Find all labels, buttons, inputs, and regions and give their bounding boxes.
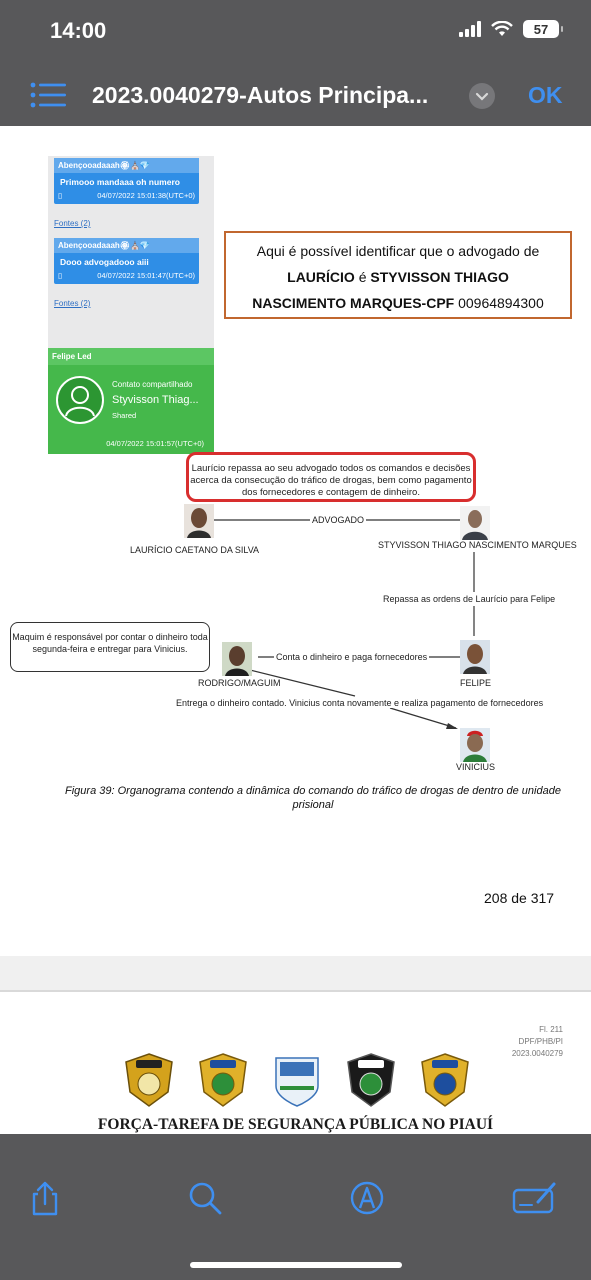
page-stamp: [512, 1024, 563, 1060]
person-photo-icon: [460, 506, 490, 540]
document-page-next: [0, 990, 591, 1134]
contact-avatar-icon: [56, 376, 104, 424]
stamp-line: Fl. 211: [539, 1025, 563, 1034]
chat-sender: Felipe Led: [48, 348, 214, 365]
person-label: LAURÍCIO CAETANO DA SILVA: [130, 545, 260, 555]
contact-name: Styvisson Thiag...: [112, 394, 199, 406]
callout-name: STYVISSON THIAGO: [370, 269, 509, 285]
page-gap: [0, 956, 591, 990]
chat-timestamp: 04/07/2022 15:01:57(UTC+0): [106, 439, 204, 448]
status-time: 14:00: [50, 18, 107, 43]
status-icons: [459, 20, 559, 38]
bottom-toolbar: [0, 1134, 591, 1280]
person-photo-icon: [460, 728, 490, 762]
chat-sender: Abençooadaaah🏵⛪💎: [54, 158, 199, 173]
policia-rodoviaria-badge-icon: [418, 1052, 472, 1108]
wifi-icon: [491, 21, 513, 37]
chat-message: Dooo advogadooo aiii: [60, 257, 149, 267]
title-menu-button[interactable]: [469, 83, 495, 109]
note-red-box: Laurício repassa ao seu advogado todos os comandos e decisões acerca da consecução do tráfico de drogas, bem como pagamento dos fornecedores e contagem de dinheiro.: [186, 452, 476, 502]
document-title[interactable]: 2023.0040279-Autos Principa...: [92, 82, 429, 108]
link-label: ADVOGADO: [312, 515, 365, 525]
person-label: STYVISSON THIAGO NASCIMENTO MARQUES: [378, 540, 577, 550]
chat-message: Primooo mandaaa oh numero: [60, 177, 180, 187]
stamp-line: 2023.0040279: [511, 1049, 563, 1058]
callout-text: é: [354, 269, 371, 285]
policia-federal-badge-icon: [196, 1052, 250, 1108]
contact-shared: Shared: [112, 411, 137, 420]
fontes-link: Fontes (2): [54, 299, 91, 308]
chat-timestamp: 04/07/2022 15:01:38(UTC+0): [97, 191, 195, 200]
search-icon[interactable]: [188, 1180, 222, 1216]
chat-timestamp: 04/07/2022 15:01:47(UTC+0): [97, 271, 195, 280]
phone-icon: ▯: [58, 271, 63, 280]
shared-contact-bubble: [48, 348, 214, 454]
person-photo-icon: [222, 642, 252, 676]
callout-name: NASCIMENTO MARQUES-CPF: [252, 295, 455, 311]
person-photo-icon: [460, 640, 490, 674]
person-label: RODRIGO/MAGUIM: [198, 678, 281, 688]
markup-icon[interactable]: [350, 1180, 384, 1216]
chat-bubble: [54, 158, 199, 204]
signature-icon[interactable]: [512, 1180, 558, 1216]
policia-civil-badge-icon: [122, 1052, 176, 1108]
organogram: [0, 446, 591, 772]
person-label: VINICIUS: [456, 762, 496, 772]
home-indicator[interactable]: [190, 1262, 402, 1268]
phone-icon: ▯: [58, 191, 63, 200]
note-grey-box: Maquim é responsável por contar o dinheiro toda segunda-feira e entregar para Vinicius.: [10, 622, 210, 672]
agency-badges: [122, 1052, 472, 1108]
person-label: FELIPE: [460, 678, 492, 688]
chat-bubble: [54, 238, 199, 284]
list-icon[interactable]: [30, 82, 66, 108]
callout-name: LAURÍCIO: [287, 269, 355, 285]
fontes-link: Fontes (2): [54, 219, 91, 228]
link-label: Entrega o dinheiro contado. Vinicius conta novamente e realiza pagamento de fornecedores: [176, 698, 544, 708]
chat-screenshot: [48, 156, 214, 448]
share-icon[interactable]: [28, 1180, 62, 1216]
lawyer-callout: [224, 231, 572, 319]
page-number: 208 de 317: [484, 890, 555, 906]
callout-line: Aqui é possível identificar que o advogado de: [256, 243, 540, 259]
cellular-signal-icon: [459, 21, 481, 37]
policia-penal-badge-icon: [344, 1052, 398, 1108]
stamp-line: DPF/PHB/PI: [518, 1037, 563, 1046]
document-page: [0, 126, 591, 956]
state-coat-of-arms-icon: [270, 1052, 324, 1108]
person-photo-icon: [184, 504, 214, 538]
task-force-title: FORÇA-TAREFA DE SEGURANÇA PÚBLICA NO PIAUÍ: [97, 1116, 494, 1133]
chat-sender: Abençooadaaah🏵⛪💎: [54, 238, 199, 253]
chevron-down-icon: [469, 83, 495, 109]
link-label: Repassa as ordens de Laurício para Felipe: [383, 594, 556, 604]
contact-title: Contato compartilhado: [112, 380, 193, 389]
link-label: Conta o dinheiro e paga fornecedores: [276, 652, 428, 662]
battery-icon: 57: [523, 20, 559, 38]
figure-caption: Figura 39: Organograma contendo a dinâmica do comando do tráfico de drogas de dentro de unidade prisional: [65, 785, 561, 811]
callout-cpf: 00964894300: [454, 295, 544, 311]
ok-button[interactable]: OK: [528, 82, 563, 108]
top-bar: [0, 0, 591, 126]
